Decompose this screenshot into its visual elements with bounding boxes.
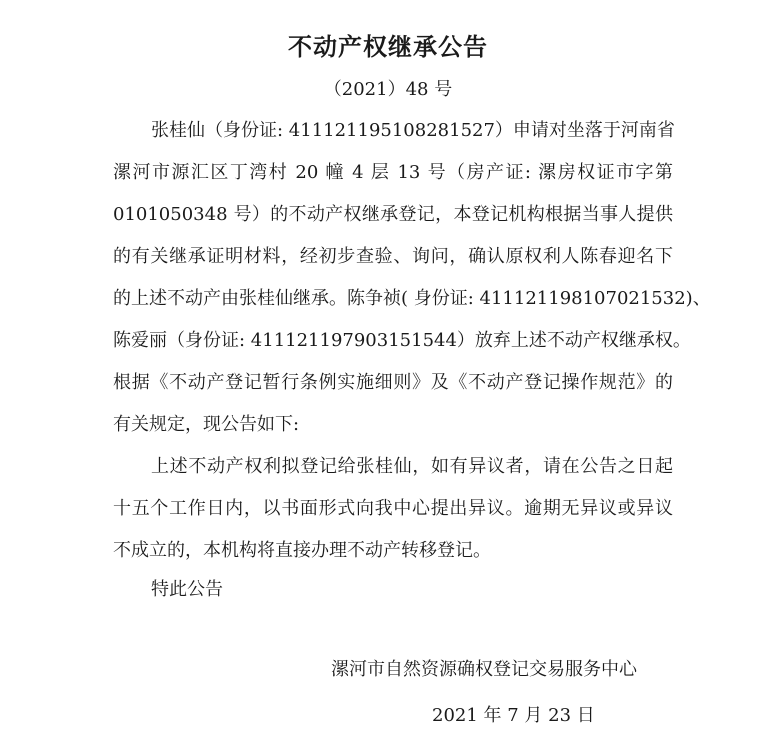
paragraph1-line: 陈爱丽（身份证: 411121197903151544）放弃上述不动产权继承权。 [113, 330, 691, 351]
paragraph1-line: 的上述不动产由张桂仙继承。陈争祯( 身份证: 411121198107021532)、 [113, 288, 711, 309]
paragraph1-line: 0101050348 号）的不动产权继承登记，本登记机构根据当事人提供 [113, 204, 673, 225]
paragraph1-line: 根据《不动产登记暂行条例实施细则》及《不动产登记操作规范》的 [113, 372, 673, 393]
paragraph1-line: 的有关继承证明材料，经初步查验、询问，确认原权利人陈春迎名下 [113, 246, 673, 267]
closing-text: 特此公告 [151, 579, 223, 600]
paragraph1-line: 有关规定，现公告如下: [113, 414, 300, 435]
paragraph2-line: 上述不动产权利拟登记给张桂仙，如有异议者，请在公告之日起 [151, 456, 673, 477]
issue-date: 2021 年 7 月 23 日 [432, 705, 595, 726]
document-number: （2021）48 号 [323, 79, 453, 100]
paragraph2-line: 不成立的，本机构将直接办理不动产转移登记。 [113, 540, 491, 561]
issuing-organization: 漯河市自然资源确权登记交易服务中心 [331, 659, 637, 680]
paragraph2-line: 十五个工作日内，以书面形式向我中心提出异议。逾期无异议或异议 [113, 498, 673, 519]
notice-title: 不动产权继承公告 [288, 32, 488, 61]
paragraph1-line: 漯河市源汇区丁湾村 20 幢 4 层 13 号（房产证: 漯房权证市字第 [113, 162, 673, 183]
paragraph1-line: 张桂仙（身份证: 411121195108281527）申请对坐落于河南省 [151, 120, 675, 141]
